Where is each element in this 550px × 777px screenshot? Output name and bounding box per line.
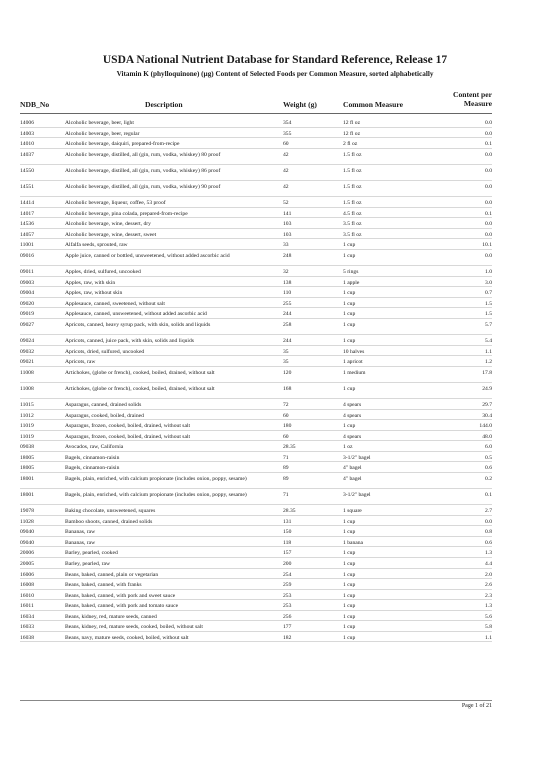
cell-ndb-no: 20005 — [20, 561, 34, 567]
cell-content-per-measure: 0.7 — [485, 290, 492, 297]
cell-common-measure: 1 cup — [343, 592, 356, 599]
cell-common-measure: 1 cup — [343, 242, 356, 249]
table-row — [20, 473, 492, 489]
cell-common-measure: 4" bagel — [343, 475, 362, 482]
cell-weight: 182 — [283, 634, 292, 641]
cell-content-per-measure: 0.0 — [485, 130, 492, 137]
cell-content-per-measure: 0.1 — [485, 210, 492, 217]
cell-weight: 42 — [283, 184, 289, 191]
cell-common-measure: 12 fl oz — [343, 120, 361, 126]
cell-weight: 255 — [283, 300, 292, 307]
cell-description: Bananas, raw — [65, 539, 96, 546]
cell-weight: 60 — [283, 433, 289, 440]
cell-weight: 89 — [283, 465, 289, 472]
cell-content-per-measure: 1.5 — [485, 311, 492, 318]
cell-weight: 42 — [283, 151, 289, 158]
cell-description: Alcoholic beverage, daiquiri, prepared-from-recipe — [65, 141, 180, 148]
cell-ndb-no: 11028 — [20, 518, 34, 525]
table-row — [20, 250, 492, 266]
cell-description: Apples, raw, with skin — [65, 279, 116, 286]
column-header-ndb-no: NDB_No — [20, 100, 50, 109]
table-row — [20, 632, 492, 643]
table-row — [20, 266, 492, 277]
cell-content-per-measure: 0.0 — [485, 518, 492, 525]
cell-content-per-measure: 0.6 — [485, 465, 492, 472]
table-row — [20, 558, 492, 569]
cell-content-per-measure: 6.0 — [485, 444, 492, 451]
cell-ndb-no: 09024 — [20, 338, 34, 345]
cell-content-per-measure: 2.6 — [485, 582, 492, 589]
cell-common-measure: 1.5 fl oz — [343, 200, 362, 207]
cell-common-measure: 1 cup — [343, 582, 356, 589]
cell-weight: 28.35 — [283, 444, 296, 451]
cell-weight: 150 — [283, 529, 292, 536]
cell-description: Bagels, plain, enriched, with calcium propionate (includes onion, poppy, sesame) — [65, 492, 247, 499]
table-row — [20, 611, 492, 622]
cell-ndb-no: 09040 — [20, 539, 34, 546]
cell-ndb-no: 14057 — [20, 231, 34, 238]
cell-content-per-measure: 1.1 — [485, 634, 492, 641]
cell-description: Alcoholic beverage, liqueur, coffee, 53 proof — [65, 200, 166, 207]
cell-weight: 141 — [283, 210, 292, 217]
column-header-common-measure: Common Measure — [343, 100, 403, 109]
cell-ndb-no: 14550 — [20, 167, 34, 174]
column-header-content-per-measure: Content per Measure — [452, 90, 492, 108]
cell-weight: 248 — [283, 252, 292, 259]
cell-ndb-no: 11012 — [20, 412, 34, 419]
cell-description: Beans, baked, canned, with pork and sweet sauce — [65, 592, 176, 599]
cell-weight: 131 — [283, 518, 292, 525]
cell-description: Alcoholic beverage, distilled, all (gin, rum, vodka, whiskey) 86 proof — [65, 167, 221, 174]
cell-common-measure: 1 oz — [343, 444, 353, 451]
cell-description: Avocados, raw, California — [65, 444, 124, 451]
table-row — [20, 128, 492, 139]
cell-ndb-no: 18001 — [20, 492, 34, 499]
cell-weight: 253 — [283, 603, 292, 610]
cell-common-measure: 12 fl oz — [343, 130, 361, 137]
cell-ndb-no: 16034 — [20, 613, 34, 620]
cell-description: Bananas, raw — [65, 529, 96, 536]
cell-common-measure: 1 cup — [343, 624, 356, 631]
cell-common-measure: 1 medium — [343, 369, 366, 376]
cell-description: Baking chocolate, unsweetened, squares — [65, 508, 156, 515]
table-row — [20, 505, 492, 516]
page-number: Page 1 of 21 — [461, 703, 492, 709]
table-row — [20, 308, 492, 319]
cell-common-measure: 1 cup — [343, 550, 356, 557]
cell-ndb-no: 18005 — [20, 465, 34, 472]
table-row — [20, 383, 492, 399]
table-row — [20, 149, 492, 165]
nutrient-table — [20, 117, 492, 642]
table-row — [20, 218, 492, 229]
cell-description: Bagels, cinnamon-raisin — [65, 465, 120, 472]
cell-weight: 71 — [283, 492, 289, 499]
cell-common-measure: 1 cup — [343, 613, 356, 620]
cell-content-per-measure: 0.2 — [485, 475, 492, 482]
cell-content-per-measure: 0.0 — [485, 151, 492, 158]
table-row — [20, 277, 492, 288]
table-row — [20, 516, 492, 527]
cell-ndb-no: 11019 — [20, 433, 34, 440]
cell-content-per-measure: 0.5 — [485, 454, 492, 461]
table-row — [20, 452, 492, 463]
cell-common-measure: 1 cup — [343, 290, 356, 297]
cell-content-per-measure: 30.4 — [482, 412, 492, 419]
table-row — [20, 181, 492, 197]
cell-common-measure: 4" bagel — [343, 465, 362, 472]
cell-content-per-measure: 2.3 — [485, 592, 492, 599]
cell-ndb-no: 09016 — [20, 252, 34, 259]
cell-description: Alcoholic beverage, pina colada, prepared-from-recipe — [65, 210, 188, 217]
cell-weight: 118 — [283, 539, 292, 546]
table-row — [20, 579, 492, 590]
cell-description: Artichokes, (globe or french), cooked, boiled, drained, without salt — [65, 369, 215, 376]
cell-content-per-measure: 1.3 — [485, 550, 492, 557]
cell-description: Apricots, canned, juice pack, with skin, solids and liquids — [65, 338, 194, 345]
cell-content-per-measure: 2.7 — [485, 508, 492, 515]
cell-weight: 259 — [283, 582, 292, 589]
cell-ndb-no: 09032 — [20, 348, 34, 355]
cell-ndb-no: 11019 — [20, 423, 34, 430]
page-title: USDA National Nutrient Database for Standard Reference, Release 17 — [102, 54, 448, 66]
cell-weight: 71 — [283, 454, 289, 461]
cell-content-per-measure: 5.4 — [485, 338, 492, 345]
cell-description: Apricots, raw — [65, 359, 96, 366]
table-row — [20, 117, 492, 128]
cell-common-measure: 1 cup — [343, 423, 356, 430]
cell-content-per-measure: 1.1 — [485, 348, 492, 355]
table-row — [20, 431, 492, 442]
page-subtitle: Vitamin K (phylloquinone) (µg) Content of Selected Foods per Common Measure, sorted alphabetically — [116, 70, 434, 78]
cell-weight: 89 — [283, 475, 289, 482]
cell-common-measure: 1.5 fl oz — [343, 184, 362, 191]
cell-weight: 256 — [283, 613, 292, 620]
cell-ndb-no: 09011 — [20, 269, 34, 276]
cell-content-per-measure: 0.0 — [485, 252, 492, 259]
cell-content-per-measure: 5.7 — [485, 321, 492, 328]
cell-description: Apple juice, canned or bottled, unsweetened, without added ascorbic acid — [65, 252, 230, 259]
cell-weight: 42 — [283, 167, 289, 174]
cell-common-measure: 3-1/2" bagel — [343, 454, 371, 461]
cell-description: Barley, pearled, cooked — [65, 550, 118, 557]
cell-description: Beans, kidney, red, mature seeds, canned — [65, 613, 157, 620]
cell-description: Apricots, dried, sulfured, uncooked — [65, 348, 145, 355]
cell-weight: 32 — [283, 269, 289, 276]
table-row — [20, 621, 492, 632]
cell-weight: 60 — [283, 141, 289, 148]
cell-weight: 177 — [283, 624, 292, 631]
cell-content-per-measure: 0.8 — [485, 529, 492, 536]
cell-content-per-measure: 10.1 — [482, 242, 492, 249]
table-row — [20, 537, 492, 548]
cell-common-measure: 4 spears — [343, 402, 362, 409]
cell-ndb-no: 14003 — [20, 130, 34, 137]
cell-weight: 253 — [283, 592, 292, 599]
cell-content-per-measure: 0.1 — [485, 492, 492, 499]
cell-ndb-no: 11008 — [20, 369, 34, 376]
cell-common-measure: 1 cup — [343, 385, 356, 392]
cell-ndb-no: 11001 — [20, 242, 34, 249]
cell-ndb-no: 09040 — [20, 529, 34, 536]
cell-common-measure: 1 cup — [343, 634, 356, 641]
cell-ndb-no: 16038 — [20, 634, 34, 641]
cell-description: Asparagus, canned, drained solids — [65, 402, 142, 409]
table-row — [20, 356, 492, 367]
cell-ndb-no: 09019 — [20, 311, 34, 318]
cell-ndb-no: 11015 — [20, 402, 34, 409]
table-row — [20, 569, 492, 580]
cell-weight: 120 — [283, 369, 292, 376]
cell-description: Alcoholic beverage, beer, regular — [65, 130, 140, 137]
cell-content-per-measure: 144.0 — [479, 423, 492, 430]
cell-content-per-measure: 1.0 — [485, 269, 492, 276]
cell-content-per-measure: 0.6 — [485, 539, 492, 546]
cell-description: Alcoholic beverage, wine, dessert, dry — [65, 221, 151, 228]
table-row — [20, 547, 492, 558]
cell-description: Barley, pearled, raw — [65, 561, 110, 567]
cell-description: Beans, baked, canned, with pork and tomato sauce — [65, 603, 179, 610]
cell-content-per-measure: 3.0 — [485, 279, 492, 286]
cell-content-per-measure: 5.8 — [485, 624, 492, 631]
cell-common-measure: 1 cup — [343, 338, 356, 345]
cell-content-per-measure: 0.0 — [485, 221, 492, 228]
table-row — [20, 590, 492, 601]
cell-weight: 52 — [283, 200, 289, 207]
cell-weight: 103 — [283, 221, 292, 228]
cell-content-per-measure: 0.1 — [485, 141, 492, 148]
cell-ndb-no: 09020 — [20, 300, 34, 307]
cell-weight: 138 — [283, 279, 292, 286]
cell-common-measure: 1 apple — [343, 279, 360, 286]
cell-content-per-measure: 0.0 — [485, 231, 492, 238]
table-row — [20, 410, 492, 421]
cell-ndb-no: 14017 — [20, 210, 34, 217]
cell-description: Asparagus, frozen, cooked, boiled, drained, without salt — [65, 433, 191, 440]
cell-description: Apples, dried, sulfured, uncooked — [65, 269, 141, 276]
cell-common-measure: 1 cup — [343, 561, 356, 567]
cell-common-measure: 1 cup — [343, 529, 356, 536]
cell-common-measure: 3-1/2" bagel — [343, 492, 371, 499]
cell-common-measure: 3.5 fl oz — [343, 221, 362, 228]
cell-common-measure: 5 rings — [343, 269, 359, 276]
cell-description: Beans, baked, canned, with franks — [65, 582, 142, 589]
table-row — [20, 367, 492, 383]
cell-common-measure: 10 halves — [343, 348, 365, 355]
cell-description: Asparagus, cooked, boiled, drained — [65, 412, 144, 419]
cell-weight: 72 — [283, 402, 289, 409]
cell-description: Alfalfa seeds, sprouted, raw — [65, 242, 128, 249]
cell-ndb-no: 18005 — [20, 454, 34, 461]
table-row — [20, 298, 492, 309]
table-row — [20, 239, 492, 250]
cell-content-per-measure: 0.0 — [485, 200, 492, 207]
cell-common-measure: 1 apricot — [343, 359, 363, 366]
cell-content-per-measure: 29.7 — [482, 402, 492, 409]
cell-ndb-no: 14006 — [20, 120, 34, 126]
cell-description: Bagels, plain, enriched, with calcium propionate (includes onion, poppy, sesame) — [65, 475, 247, 482]
cell-description: Beans, baked, canned, plain or vegetarian — [65, 571, 159, 578]
cell-common-measure: 1 square — [343, 508, 362, 515]
cell-common-measure: 2 fl oz — [343, 141, 358, 148]
cell-ndb-no: 09003 — [20, 279, 34, 286]
cell-weight: 110 — [283, 290, 292, 297]
cell-ndb-no: 19078 — [20, 508, 34, 515]
table-row — [20, 526, 492, 537]
cell-weight: 244 — [283, 338, 292, 345]
cell-content-per-measure: 24.9 — [482, 385, 492, 392]
cell-common-measure: 1 banana — [343, 539, 364, 546]
cell-description: Artichokes, (globe or french), cooked, boiled, drained, without salt — [65, 385, 215, 392]
cell-common-measure: 1.5 fl oz — [343, 151, 362, 158]
cell-content-per-measure: 17.8 — [482, 369, 492, 376]
cell-common-measure: 4.5 fl oz — [343, 210, 362, 217]
table-row — [20, 489, 492, 505]
table-row — [20, 287, 492, 298]
cell-weight: 35 — [283, 348, 289, 355]
cell-ndb-no: 09004 — [20, 290, 34, 297]
table-row — [20, 420, 492, 431]
cell-description: Apples, raw, without skin — [65, 290, 123, 297]
cell-description: Alcoholic beverage, distilled, all (gin, rum, vodka, whiskey) 90 proof — [65, 184, 221, 191]
cell-content-per-measure: 0.0 — [485, 120, 492, 126]
cell-content-per-measure: 1.5 — [485, 300, 492, 307]
cell-common-measure: 1 cup — [343, 311, 356, 318]
cell-description: Applesauce, canned, unsweetened, without added ascorbic acid — [65, 311, 207, 318]
cell-ndb-no: 14551 — [20, 184, 34, 191]
cell-description: Alcoholic beverage, wine, dessert, sweet — [65, 231, 157, 238]
cell-weight: 180 — [283, 423, 292, 430]
column-header-description: Description — [145, 100, 183, 109]
cell-weight: 28.35 — [283, 508, 296, 515]
cell-description: Alcoholic beverage, beer, light — [65, 120, 134, 126]
cell-weight: 355 — [283, 130, 292, 137]
cell-content-per-measure: 0.0 — [485, 184, 492, 191]
table-row — [20, 138, 492, 149]
cell-ndb-no: 16010 — [20, 592, 34, 599]
table-row — [20, 335, 492, 346]
cell-common-measure: 4 spears — [343, 412, 362, 419]
cell-weight: 200 — [283, 561, 292, 567]
cell-ndb-no: 09038 — [20, 444, 34, 451]
cell-ndb-no: 14414 — [20, 200, 34, 207]
cell-weight: 354 — [283, 120, 292, 126]
cell-content-per-measure: 48.0 — [482, 433, 492, 440]
cell-ndb-no: 16008 — [20, 582, 34, 589]
cell-ndb-no: 16011 — [20, 603, 34, 610]
cell-common-measure: 1 cup — [343, 603, 356, 610]
cell-ndb-no: 18001 — [20, 475, 34, 482]
cell-content-per-measure: 0.0 — [485, 167, 492, 174]
cell-common-measure: 1 cup — [343, 518, 356, 525]
cell-weight: 157 — [283, 550, 292, 557]
cell-common-measure: 1 cup — [343, 321, 356, 328]
cell-ndb-no: 14010 — [20, 141, 34, 148]
cell-ndb-no: 11008 — [20, 385, 34, 392]
cell-description: Beans, navy, mature seeds, cooked, boiled, without salt — [65, 634, 189, 641]
cell-description: Bagels, cinnamon-raisin — [65, 454, 120, 461]
cell-weight: 168 — [283, 385, 292, 392]
cell-ndb-no: 20006 — [20, 550, 34, 557]
table-row — [20, 441, 492, 452]
cell-content-per-measure: 5.6 — [485, 613, 492, 620]
cell-content-per-measure: 1.2 — [485, 359, 492, 366]
cell-ndb-no: 14536 — [20, 221, 34, 228]
cell-description: Applesauce, canned, sweetened, without salt — [65, 300, 165, 307]
column-header-weight: Weight (g) — [283, 100, 317, 109]
cell-common-measure: 3.5 fl oz — [343, 231, 362, 238]
cell-common-measure: 1 cup — [343, 571, 356, 578]
cell-ndb-no: 09027 — [20, 321, 34, 328]
table-row — [20, 229, 492, 240]
table-row — [20, 600, 492, 611]
cell-weight: 60 — [283, 412, 289, 419]
cell-description: Asparagus, frozen, cooked, boiled, drained, without salt — [65, 423, 191, 430]
table-row — [20, 208, 492, 219]
cell-description: Apricots, canned, heavy syrup pack, with skin, solids and liquids — [65, 321, 211, 328]
table-row — [20, 346, 492, 357]
cell-content-per-measure: 1.3 — [485, 603, 492, 610]
cell-common-measure: 1 cup — [343, 252, 356, 259]
cell-common-measure: 1 cup — [343, 300, 356, 307]
cell-common-measure: 1.5 fl oz — [343, 167, 362, 174]
cell-weight: 258 — [283, 321, 292, 328]
cell-description: Bamboo shoots, canned, drained solids — [65, 518, 153, 525]
cell-weight: 244 — [283, 311, 292, 318]
table-row — [20, 399, 492, 410]
cell-weight: 35 — [283, 359, 289, 366]
cell-content-per-measure: 4.4 — [485, 561, 492, 567]
cell-weight: 103 — [283, 231, 292, 238]
table-row — [20, 165, 492, 181]
cell-ndb-no: 14037 — [20, 151, 34, 158]
cell-description: Alcoholic beverage, distilled, all (gin, rum, vodka, whiskey) 80 proof — [65, 151, 221, 158]
cell-ndb-no: 16033 — [20, 624, 34, 631]
table-row — [20, 462, 492, 473]
cell-weight: 254 — [283, 571, 292, 578]
cell-weight: 33 — [283, 242, 289, 249]
cell-common-measure: 4 spears — [343, 433, 362, 440]
cell-description: Beans, kidney, red, mature seeds, cooked, boiled, without salt — [65, 624, 203, 631]
table-row — [20, 319, 492, 335]
header-rule — [20, 113, 492, 114]
cell-ndb-no: 16006 — [20, 571, 34, 578]
footer-rule — [20, 700, 492, 701]
table-row — [20, 197, 492, 208]
cell-ndb-no: 09021 — [20, 359, 34, 366]
cell-content-per-measure: 2.0 — [485, 571, 492, 578]
